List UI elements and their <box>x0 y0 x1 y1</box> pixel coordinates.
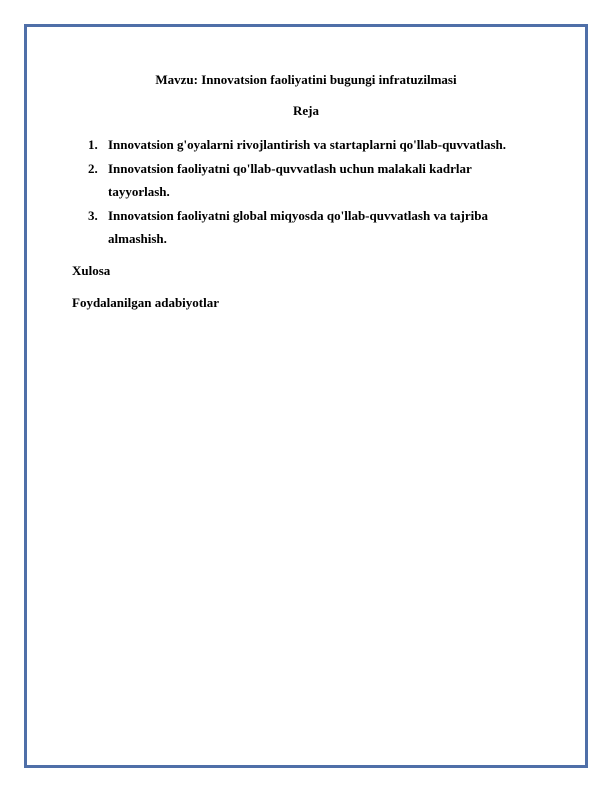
plan-item-text: Innovatsion faoliyatni global miqyosda qo'llab-quvvatlash va tajriba <box>108 207 488 223</box>
plan-heading: Reja <box>293 103 319 118</box>
plan-item-number: 3. <box>88 207 98 223</box>
plan-item-number: 1. <box>88 137 98 152</box>
conclusion-heading: Xulosa <box>72 262 111 278</box>
document-title: Mavzu: Innovatsion faoliyatini bugungi infratuzilmasi <box>155 72 457 87</box>
plan-item-2 <box>72 157 540 204</box>
document-body <box>72 70 540 313</box>
references-heading: Foydalanilgan adabiyotlar <box>72 294 219 310</box>
plan-item-text: Innovatsion g'oyalarni rivojlantirish va startaplarni qo'llab-quvvatlash. <box>108 137 507 152</box>
plan-item-number: 2. <box>88 160 98 176</box>
plan-item-text: Innovatsion faoliyatni qo'llab-quvvatlash uchun malakali kadrlar <box>108 160 472 176</box>
plan-item-1 <box>72 133 540 157</box>
plan-item-3 <box>72 204 540 251</box>
plan-item-text-continued: almashish. <box>108 231 167 246</box>
plan-list <box>72 133 540 251</box>
plan-item-text-continued: tayyorlash. <box>108 184 170 199</box>
